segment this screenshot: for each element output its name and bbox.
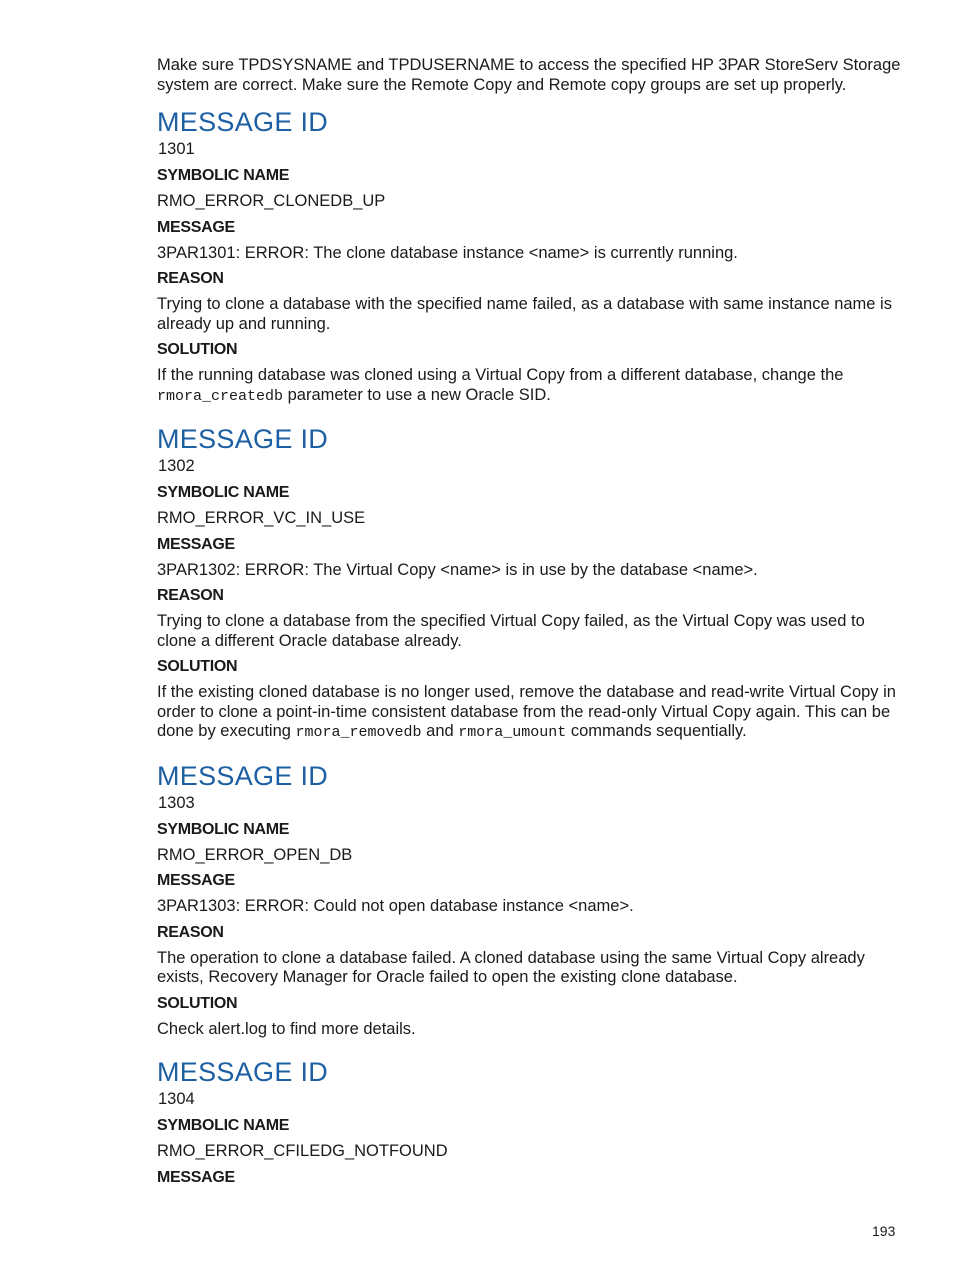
- reason-label: REASON: [157, 270, 224, 287]
- solution-text-after: commands sequentially.: [566, 722, 747, 740]
- page-number: 193: [872, 1223, 896, 1239]
- symbolic-name-value: RMO_ERROR_VC_IN_USE: [157, 509, 366, 527]
- solution-text-before: If the running database was cloned using a Virtual Copy from a different database, change the: [157, 366, 844, 384]
- solution-label: SOLUTION: [157, 994, 238, 1012]
- message-text: 3PAR1302: ERROR: The Virtual Copy <name> is in use by the database <name>.: [157, 560, 758, 579]
- message-id-value: 1301: [158, 140, 195, 158]
- message-text: 3PAR1301: ERROR: The clone database instance <name> is currently running.: [157, 243, 738, 262]
- message-id-value: 1304: [158, 1090, 195, 1108]
- symbolic-name-label: SYMBOLIC NAME: [157, 167, 290, 184]
- message-section-1302: [157, 423, 902, 743]
- reason-text: Trying to clone a database from the specified Virtual Copy failed, as the Virtual Copy was used to clone a different Oracle database already.: [157, 612, 865, 650]
- message-id-heading: MESSAGE ID: [157, 760, 329, 791]
- message-id-value: 1303: [158, 793, 195, 812]
- message-text: 3PAR1303: ERROR: Could not open database instance <name>.: [157, 897, 634, 915]
- message-label: MESSAGE: [157, 872, 235, 889]
- message-label: MESSAGE: [157, 1168, 235, 1186]
- symbolic-name-value: RMO_ERROR_CLONEDB_UP: [157, 192, 386, 210]
- message-section-1303: [157, 760, 902, 1040]
- message-label: MESSAGE: [157, 535, 235, 553]
- symbolic-name-label: SYMBOLIC NAME: [157, 484, 290, 501]
- intro-paragraph: Make sure TPDSYSNAME and TPDUSERNAME to access the specified HP 3PAR StoreServ Storage system are correct. Make sure the Remote Copy and Remote copy groups are set up properly.: [157, 56, 901, 94]
- solution-text: Check alert.log to find more details.: [157, 1019, 416, 1038]
- symbolic-name-label: SYMBOLIC NAME: [157, 1117, 290, 1134]
- message-id-heading: MESSAGE ID: [157, 424, 329, 454]
- solution-text-after: parameter to use a new Oracle SID.: [283, 385, 551, 404]
- code-rmora-umount: rmora_umount: [458, 724, 567, 741]
- reason-text: Trying to clone a database with the specified name failed, as a database with same instance name is already up and running.: [157, 295, 892, 333]
- reason-text: The operation to clone a database failed. A cloned database using the same Virtual Copy already exists, Recovery Manager for Oracle failed to open the existing clone database.: [157, 948, 865, 986]
- solution-label: SOLUTION: [157, 658, 238, 675]
- reason-label: REASON: [157, 923, 224, 941]
- code-rmora-removedb: rmora_removedb: [295, 724, 422, 741]
- reason-label: REASON: [157, 587, 224, 604]
- solution-text-middle: and: [421, 722, 459, 740]
- message-section-1301: [157, 106, 902, 406]
- message-id-heading: MESSAGE ID: [157, 107, 329, 137]
- message-id-heading: MESSAGE ID: [157, 1057, 329, 1087]
- symbolic-name-value: RMO_ERROR_CFILEDG_NOTFOUND: [157, 1142, 448, 1160]
- solution-text-before: If the existing cloned database is no longer used, remove the database and read-write Virtual Copy in order to clone a point-in-time consistent database from the read-only Virtual Copy again. This can be done by executing: [157, 683, 896, 740]
- document-page: [157, 56, 902, 1194]
- solution-text: [157, 683, 902, 743]
- symbolic-name-value: RMO_ERROR_OPEN_DB: [157, 845, 353, 864]
- message-id-value: 1302: [158, 457, 195, 475]
- message-label: MESSAGE: [157, 218, 235, 236]
- code-rmora-createdb: rmora_createdb: [157, 387, 284, 405]
- solution-text: [157, 366, 902, 406]
- symbolic-name-label: SYMBOLIC NAME: [157, 820, 290, 838]
- solution-label: SOLUTION: [157, 341, 238, 358]
- message-section-1304: [157, 1056, 902, 1187]
